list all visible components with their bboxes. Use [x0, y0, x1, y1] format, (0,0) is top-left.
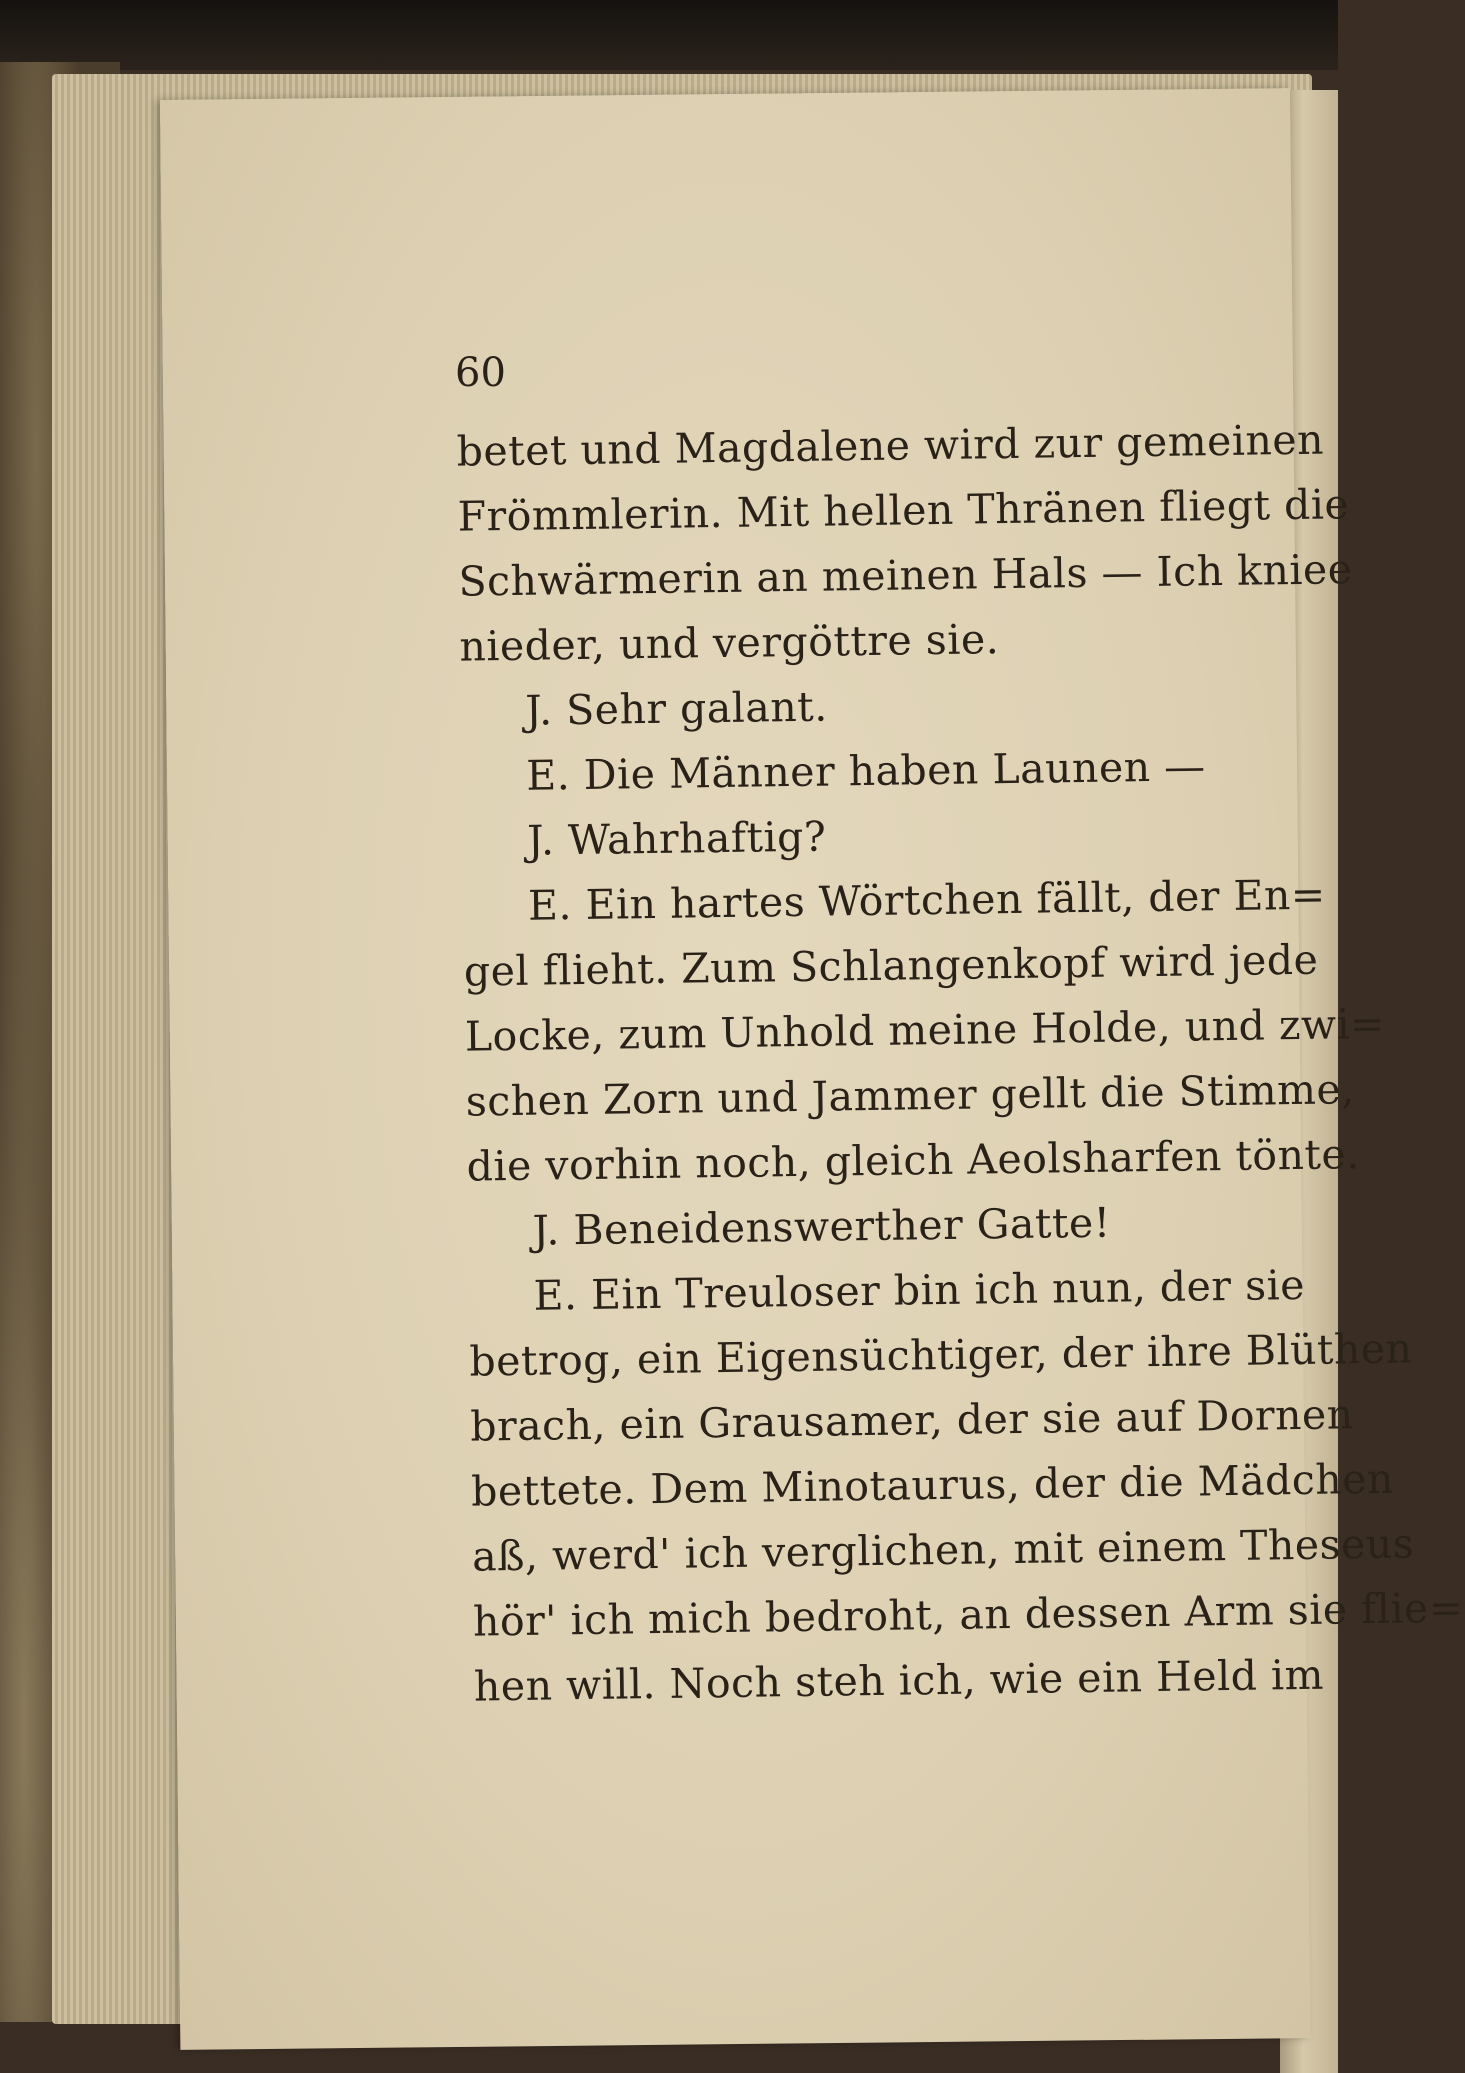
- text-line: hen will. Noch steh ich, wie ein Held im: [473, 1650, 1325, 1711]
- text-line: E. Ein hartes Wörtchen fällt, der En=: [527, 870, 1326, 930]
- text-line: nieder, und vergöttre sie.: [459, 615, 1000, 671]
- text-line: Schwärmerin an meinen Hals — Ich kniee: [458, 545, 1353, 606]
- text-line: gel flieht. Zum Schlangenkopf wird jede: [463, 935, 1319, 996]
- top-shadow: [0, 0, 1338, 70]
- text-line: bettete. Dem Minotaurus, der die Mädchen: [470, 1454, 1395, 1516]
- text-line: betet und Magdalene wird zur gemeinen: [456, 415, 1325, 476]
- text-line: E. Die Männer haben Launen —: [525, 742, 1206, 800]
- text-line: die vorhin noch, gleich Aeolsharfen tönte.: [466, 1130, 1361, 1191]
- text-line: hör' ich mich bedroht, an dessen Arm sie flie=: [472, 1583, 1464, 1646]
- text-line: Locke, zum Unhold meine Holde, und zwi=: [464, 999, 1386, 1061]
- text-line: J. Beneidenswerther Gatte!: [532, 1198, 1111, 1255]
- page-number: 60: [455, 350, 506, 396]
- text-line: J. Sehr galant.: [525, 682, 829, 735]
- text-line: J. Wahrhaftig?: [526, 812, 827, 865]
- text-line: E. Ein Treuloser bin ich nun, der sie: [533, 1260, 1306, 1320]
- text-line: schen Zorn und Jammer gellt die Stimme,: [465, 1065, 1356, 1126]
- text-line: betrog, ein Eigensüchtiger, der ihre Blüthen: [469, 1324, 1413, 1386]
- text-line: Frömmlerin. Mit hellen Thränen fliegt die: [457, 480, 1350, 541]
- text-line: brach, ein Grausamer, der sie auf Dornen: [469, 1390, 1354, 1451]
- text-line: aß, werd' ich verglichen, mit einem Theseus: [471, 1519, 1415, 1581]
